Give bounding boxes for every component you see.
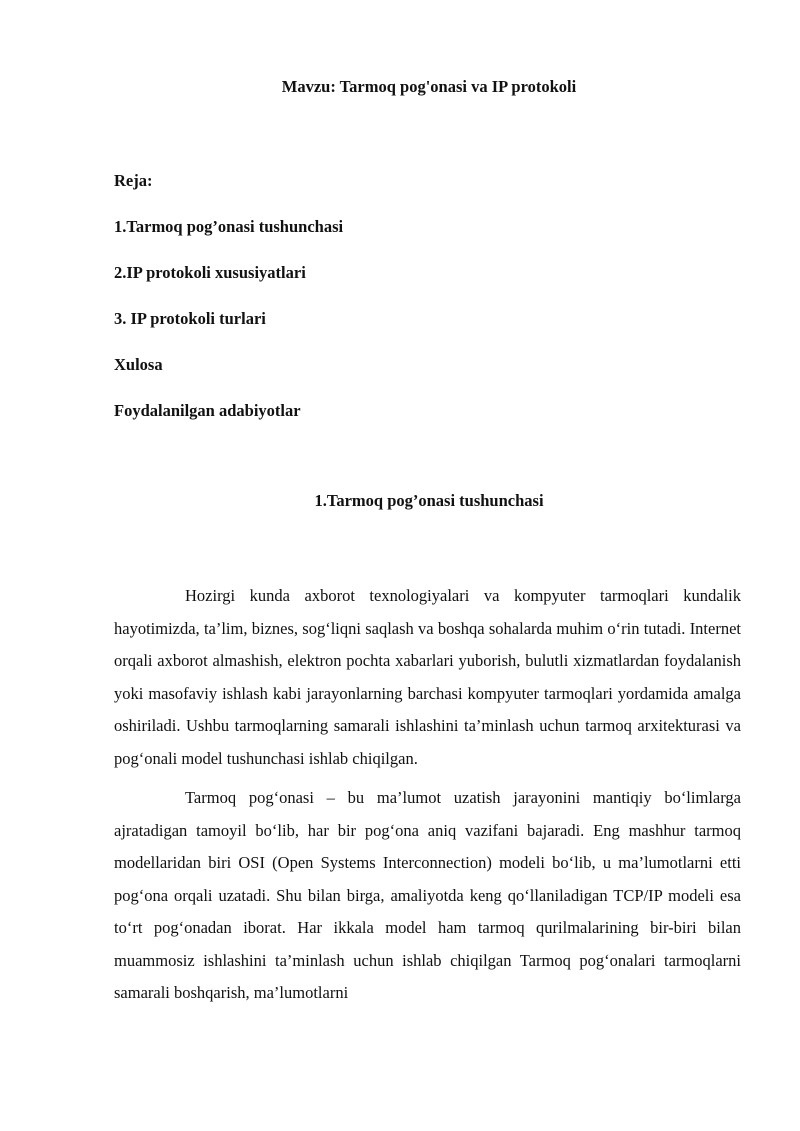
plan-heading: Reja: [114,171,153,190]
plan-item: Xulosa [114,355,163,374]
plan-item: Foydalanilgan adabiyotlar [114,401,301,420]
document-title: Mavzu: Tarmoq pog'onasi va IP protokoli [281,77,577,96]
plan-item: 1.Tarmoq pog’onasi tushunchasi [114,217,344,236]
paragraph: Tarmoq pog‘onasi – bu ma’lumot uzatish jarayonini mantiqiy bo‘limlarga ajratadigan tamoyil bo‘lib, har bir pog‘ona aniq vazifani bajaradi. Eng mashhur tarmoq modellaridan biri OSI (Open Systems Interconnection) modeli bo‘lib, u ma’lumotlarni etti pog‘ona orqali uzatadi. Shu bilan birga, amaliyotda keng qo‘llaniladigan TCP/IP modeli esa to‘rt pog‘onadan iborat. Har ikkala model ham tarmoq qurilmalarining bir-biri bilan muammosiz ishlashini ta’minlash uchun ishlab chiqilgan Tarmoq pog‘onalari tarmoqlarni samarali boshqarish, ma’lumotlarni [114,788,741,1002]
section-heading: 1.Tarmoq pog’onasi tushunchasi [314,491,544,510]
plan-item: 2.IP protokoli xususiyatlari [114,263,306,282]
section-body [114,580,741,1017]
plan-list [114,171,754,447]
paragraph: Hozirgi kunda axborot texnologiyalari va kompyuter tarmoqlari kundalik hayotimizda, ta’lim, biznes, sog‘liqni saqlash va boshqa sohalarda muhim o‘rin tutadi. Internet orqali axborot almashish, elektron pochta xabarlari yuborish, bulutli xizmatlardan foydalanish yoki masofaviy ishlash kabi jarayonlarning barchasi kompyuter tarmoqlari yordamida amalga oshiriladi. Ushbu tarmoqlarning samarali ishlashini ta’minlash uchun tarmoq arxitekturasi va pog‘onali model tushunchasi ishlab chiqilgan. [114,586,741,768]
plan-item: 3. IP protokoli turlari [114,309,266,328]
